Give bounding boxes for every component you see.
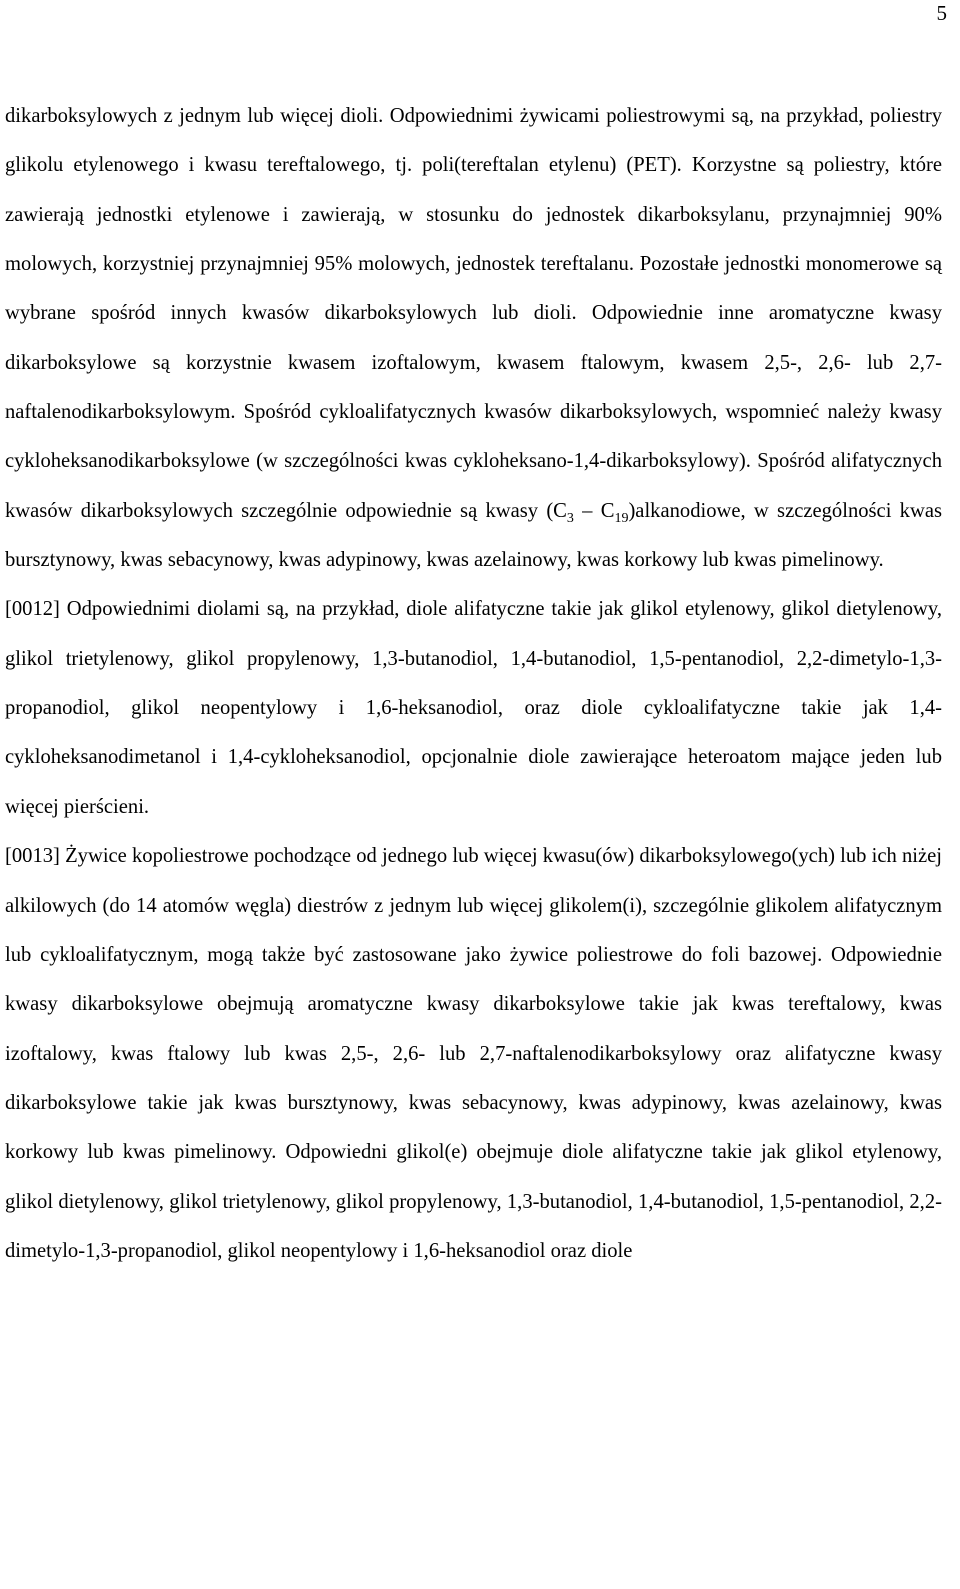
text-segment: – C (573, 499, 615, 522)
paragraph-continuation (5, 92, 942, 585)
document-body (5, 92, 942, 1276)
paragraph-0013 (5, 832, 942, 1276)
page-number: 5 (936, 1, 947, 25)
subscript: 3 (566, 510, 574, 526)
subscript: 19 (614, 510, 629, 526)
text-segment: [0012] Odpowiednimi diolami są, na przykład, diole alifatyczne takie jak glikol etylenowy, glikol dietylenowy, glikol trietylenowy, glikol propylenowy, 1,3-butanodiol, 1,4-butanodiol, 1,5-pentanodiol, 2,2-dimetylo-1,3-propanodiol, glikol neopentylowy i 1,6-heksanodiol, oraz diole cykloalifatyczne takie jak 1,4-cykloheksanodimetanol i 1,4-cykloheksanodiol, opcjonalnie diole zawierające heteroatom mające jeden lub więcej pierścieni. (5, 598, 942, 818)
paragraph-0012 (5, 585, 942, 832)
text-segment: dikarboksylowych z jednym lub więcej dioli. Odpowiednimi żywicami poliestrowymi są, na przykład, poliestry glikolu etylenowego i kwasu tereftalowego, tj. poli(tereftalan etylenu) (PET). Korzystne są poliestry, które zawierają jednostki etylenowe i zawierają, w stosunku do jednostek dikarboksylanu, przynajmniej 90% molowych, korzystniej przynajmniej 95% molowych, jednostek tereftalanu. Pozostałe jednostki monomerowe są wybrane spośród innych kwasów dikarboksylowych lub dioli. Odpowiednie inne aromatyczne kwasy dikarboksylowe są korzystnie kwasem izoftalowym, kwasem ftalowym, kwasem 2,5-, 2,6- lub 2,7-naftalenodikarboksylowym. Spośród cykloalifatycznych kwasów dikarboksylowych, wspomnieć należy kwasy cykloheksanodikarboksylowe (w szczególności kwas cykloheksano-1,4-dikarboksylowy). Spośród alifatycznych kwasów dikarboksylowych szczególnie odpowiednie są kwasy (C (5, 105, 942, 522)
text-segment: [0013] Żywice kopoliestrowe pochodzące od jednego lub więcej kwasu(ów) dikarboksylowego(ych) lub ich niżej alkilowych (do 14 atomów węgla) diestrów z jednym lub więcej glikolem(i), szczególnie glikolem alifatycznym lub cykloalifatycznym, mogą także być zastosowane jako żywice poliestrowe do foli bazowej. Odpowiednie kwasy dikarboksylowe obejmują aromatyczne kwasy dikarboksylowe takie jak kwas tereftalowy, kwas izoftalowy, kwas ftalowy lub kwas 2,5-, 2,6- lub 2,7-naftalenodikarboksylowy oraz alifatyczne kwasy dikarboksylowe takie jak kwas bursztynowy, kwas sebacynowy, kwas adypinowy, kwas azelainowy, kwas korkowy lub kwas pimelinowy. Odpowiedni glikol(e) obejmuje diole alifatyczne takie jak glikol etylenowy, glikol dietylenowy, glikol trietylenowy, glikol propylenowy, 1,3-butanodiol, 1,4-butanodiol, 1,5-pentanodiol, 2,2-dimetylo-1,3-propanodiol, glikol neopentylowy i 1,6-heksanodiol oraz diole (5, 845, 942, 1262)
text-segment: )alkanodiowe, w szczególności kwas bursztynowy, kwas sebacynowy, kwas adypinowy, kwas azelainowy, kwas korkowy lub kwas pimelinowy. (5, 499, 942, 572)
